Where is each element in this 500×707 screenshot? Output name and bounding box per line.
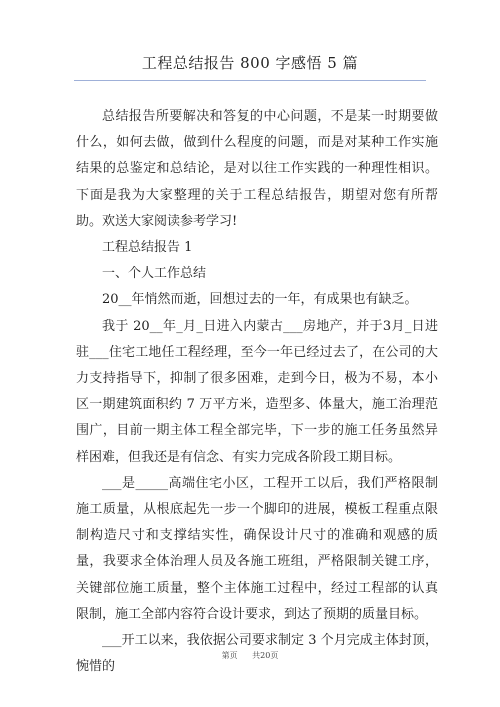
total-pages-label: 共20页 xyxy=(252,651,279,660)
section-heading: 工程总结报告 1 xyxy=(102,240,193,256)
body-paragraph: 我于 20__年_月_日进入内蒙古___房地产，并于3月_日进驻___住宅工地任工程经理，至今一年已经过去了，在公司的大力支持指导下，抑制了很多困难，走到今日，极为不易，本小区一期建筑面积约 7 万平方米，造型多、体量大，施工治理范围广，目前一期主体工程全部完毕，下一步的施工任务虽然异样困难，但我还是有信念、有实力完成各阶段工期目标。 xyxy=(76,318,438,465)
intro-paragraph: 总结报告所要解决和答复的中心问题，不是某一时期要做什么，如何去做，做到什么程度的问题，而是对某种工作实施结果的总鉴定和总结论，是对以往工作实践的一种理性相识。 下面是我为大家整理的关于工程总结报告，期望对您有所帮助。欢送大家阅读参考学习! xyxy=(76,109,438,229)
body-paragraph: ___开工以来，我依据公司要求制定 3 个月完成主体封顶，惋惜的 xyxy=(76,633,438,675)
title-divider xyxy=(74,80,426,81)
document-title: 工程总结报告 800 字感悟 5 篇 xyxy=(141,54,359,72)
body-paragraph: ___是_____高端住宅小区，工程开工以后，我们严格限制施工质量，从根底起先一步一个脚印的进展，模板工程重点限制构造尺寸和支撑结实性，确保设计尺寸的准确和观感的质量，我要求全体治理人员及各施工班组，严格限制关键工序，关键部位施工质量，整个主体施工过程中，经过工程部的认真限制，施工全部内容符合设计要求，到达了预期的质量目标。 xyxy=(76,475,438,622)
page-footer xyxy=(0,650,500,661)
body-paragraph: 20__年悄然而逝，回想过去的一年，有成果也有缺乏。 xyxy=(102,292,418,308)
page-number-label: 第页 xyxy=(221,651,238,660)
document-body xyxy=(76,104,438,680)
subsection-heading: 一、个人工作总结 xyxy=(102,266,207,282)
